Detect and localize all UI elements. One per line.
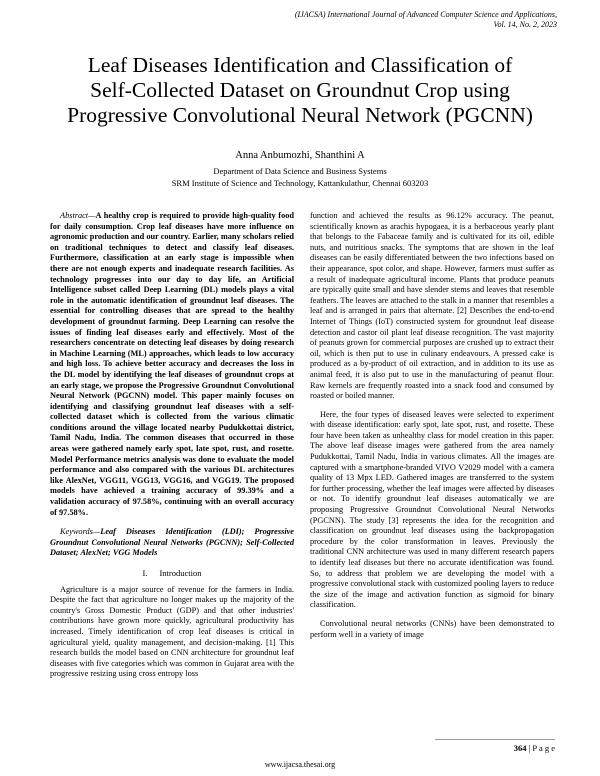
page-label: P a g e [532,743,555,753]
department: Department of Data Science and Business Systems [213,166,387,176]
institution: SRM Institute of Science and Technology, Kattankulathur, Chennai 603203 [171,178,429,188]
footer-url[interactable]: www.ijacsa.thesai.org [264,760,336,769]
title-line-2: Self-Collected Dataset on Groundnut Crop using [90,78,510,102]
section-title: Introduction [159,568,202,578]
abstract-label: Abstract— [60,211,96,220]
section-heading [50,568,294,579]
page-number-value: 364 [513,743,527,753]
keywords [50,527,294,559]
right-column [310,211,554,640]
left-column [50,211,294,680]
journal-name: (IJACSA) International Journal of Advanced Computer Science and Applications, [294,10,557,19]
title-line-3: Progressive Convolutional Neural Network (PGCNN) [67,103,533,127]
body-paragraph-3: Convolutional neural networks (CNNs) have been demonstrated to perform well in a variety of image [310,618,554,639]
paper-title [20,53,580,128]
journal-volume: Vol. 14, No. 2, 2023 [493,20,557,29]
abstract-text: A healthy crop is required to provide high-quality food for daily consumption. Crop leaf diseases have more influence on agronomic production and our country. Earlier, many scholars relied on traditional techniques to detect and classify leaf diseases. Furthermore, classification at an early stage is impossible when there are not enough experts and inadequate research facilities. As technology progresses into our day to day life, an Artificial Intelligence subset called Deep Learning (DL) models plays a vital role in the automatic identification of groundnut leaf diseases. The essential for controlling diseases that are spread to the healthy development of groundnut farming. Deep Learning can resolve the issues of finding leaf diseases early and effectively. Most of the researchers concentrate on detecting leaf diseases by doing research in Machine Learning (ML) approaches, which leads to low accuracy and high loss. To achieve better accuracy and decreases the loss in the DL model by identifying the leaf diseases of groundnut crops at an early stage, we propose the Progressive Groundnut Convolutional Neural Network (PGCNN) model. This paper mainly focuses on identifying and classifying groundnut leaf diseases with a self-collected dataset which is collected from the various climatic conditions around the village located nearby Pudukkottai district, Tamil Nadu, India. The common diseases that occurred in those areas were gathered namely early spot, late spot, rust, and rosette. Model Performance metrics analysis was done to evaluate the model performance and also compared with the various DL architectures like AlexNet, VGG11, VGG13, VGG16, and VGG19. The proposed models have achieved a training accuracy of 99.39% and a validation accuracy of 97.58%, continuing with an overall accuracy of 97.58%. [50,211,294,517]
page-separator: | [526,743,533,753]
title-line-1: Leaf Diseases Identification and Classification of [87,53,513,77]
page-number [435,739,555,753]
intro-paragraph: Agriculture is a major source of revenue for the farmers in India. Despite the fact that agriculture no longer makes up the majority of the country's Gross Domestic Product (GDP) and that other industries' contributions have grown more quickly, agricultural productivity has increased. Timely identification of crop leaf diseases is critical in agricultural yield, quality management, and decision-making. [1] This research builds the model based on CNN architecture for groundnut leaf diseases with five categories which was common in Gujarat area with the progressive resizing using cross entropy loss [50,584,294,679]
section-number: I. [142,568,148,578]
abstract [50,211,294,518]
keywords-label: Keywords— [60,527,101,537]
keywords-text: Leaf Diseases Identification (LDI); Progressive Groundnut Convolutional Neural Networks (PGCNN); Self-Collected Dataset; AlexNet; VGG Models [50,527,294,558]
authors: Anna Anbumozhi, Shanthini A [235,150,365,161]
body-paragraph-1: function and achieved the results as 96.12% accuracy. The peanut, scientifically known as arachis hypogaea, it is a herbaceous yearly plant that belongs to the Fabaceae family and is cultivated for its oil, edible nuts, and nutritious snacks. The symptoms that are shown in the leaf diseases can be easily differentiated between the two infections based on their appearance, spot color, and shape. However, farmers must suffer as a result of inadequate agricultural income. Plants that produce peanuts are typically quite small and have slender stems and leaves that resemble feathers. The leaves are attached to the stalk in a manner that resembles a leaf and is arranged in pairs that alternate. [2] Describes the end-to-end Internet of Things (IoT) constructed system for groundnut leaf disease detection and castor oil plant leaf disease recognition. The vast majority of peanuts grown for commercial purposes are crushed up to extract their oil, which is then put to use in culinary endeavours. A pressed cake is produced as a by-product of oil extraction, and in addition to its use as animal feed, it is also put to use in the manufacturing of peanut flour. Raw kernels are frequently roasted into a snack food and consumed by roasted or boiled manner. [310,211,554,401]
journal-header [137,10,557,30]
body-paragraph-2: Here, the four types of diseased leaves were selected to experiment with disease identification: early spot, late spot, rust, and rosette. These four have been taken as unhealthy class for model creation in this paper. The above leaf disease images were gathered from the area namely Pudukkottai, Tamil Nadu, India in various climates. All the images are captured with a smartphone-branded VIVO V2029 model with a camera quality of 13 Mpx LED. Gathered images are transferred to the system for further processing, whether the leaf images were affected by diseases or not. To identify groundnut leaf diseases automatically we are proposing Progressive Groundnut Convolutional Neural Networks (PGCNN). The study [3] represents the idea for the recognition and classification on groundnut leaf diseases using the backpropagation procedure by the color transformation in leaves. Previously the traditional CNN architecture was used in many different research papers to identify leaf diseases but there no accurate identification was found. So, to address that problem we are developing the model with a progressive convolutional stack with customized pooling layers to reduce the size of the image and activation function as sigmoid for binary classification. [310,409,554,610]
